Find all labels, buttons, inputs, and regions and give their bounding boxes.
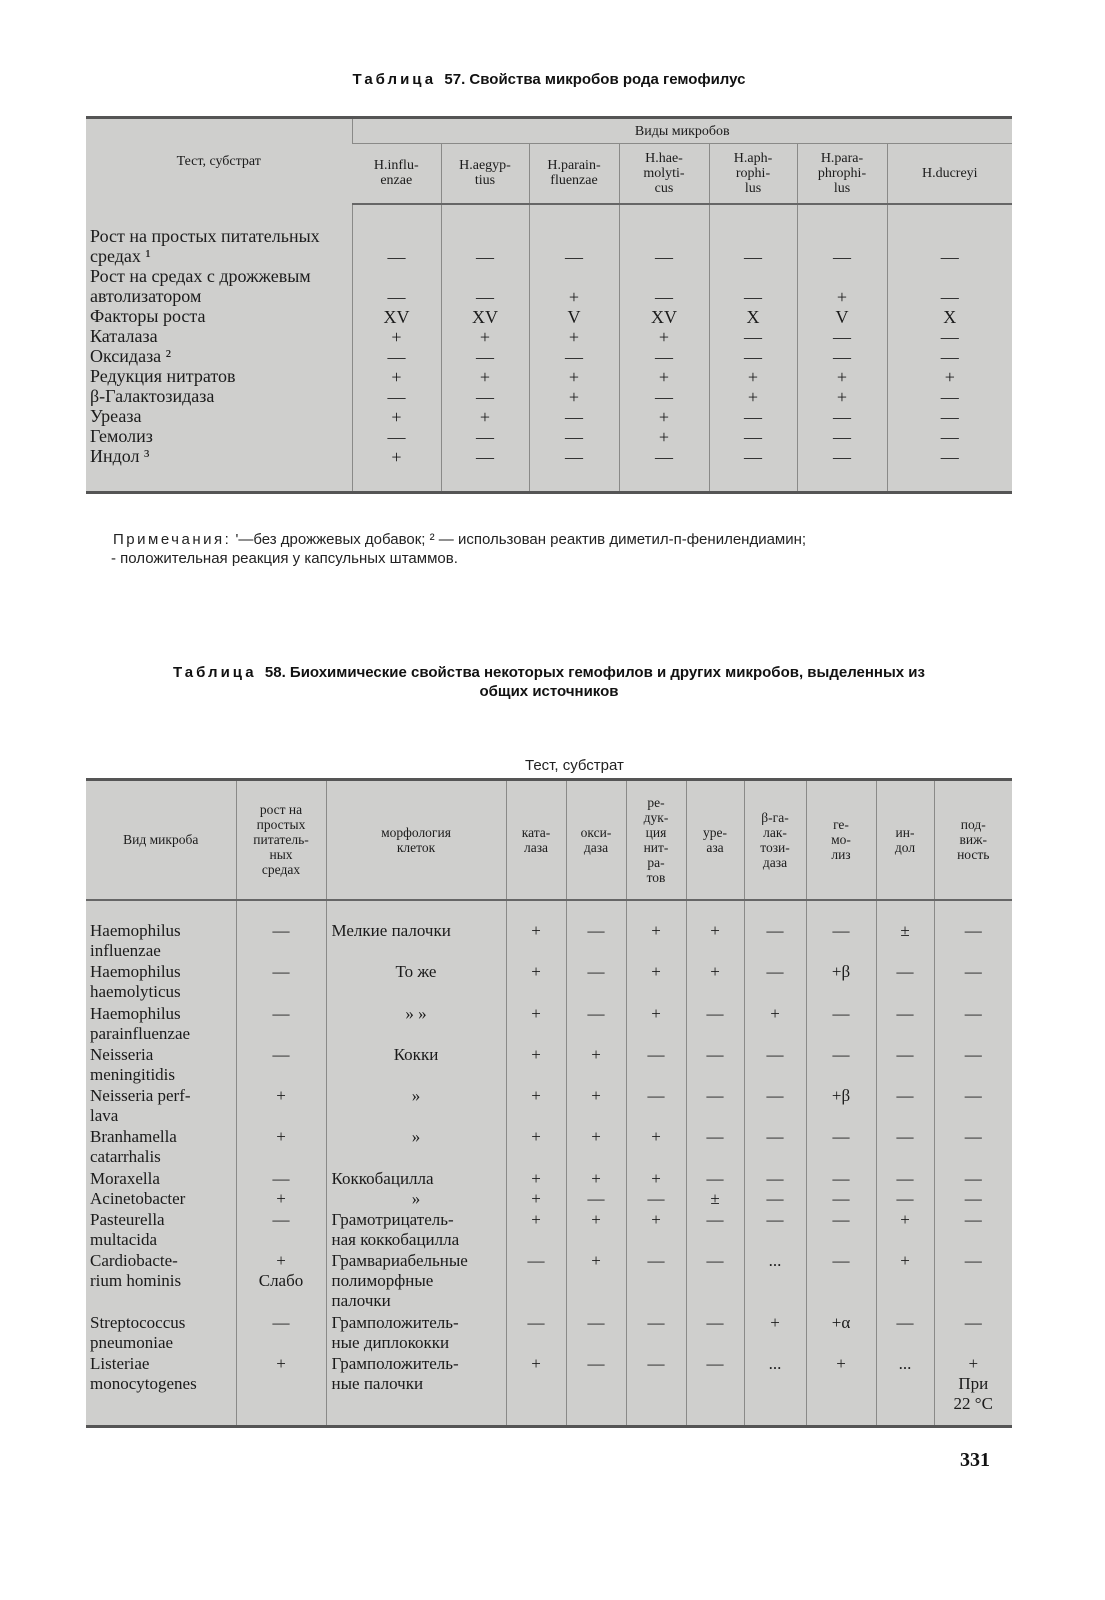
result-cell: [442, 267, 529, 287]
species-group-header: Виды микробов: [352, 118, 1012, 144]
motility-cell: —: [934, 1045, 1012, 1086]
species-result-column: [352, 204, 441, 493]
urease-cell: —: [686, 1313, 744, 1354]
morph-cell: Грамотрицатель- ная коккобацилла: [326, 1210, 506, 1251]
result-cell: —: [940, 346, 959, 367]
result-cell: —: [940, 426, 959, 447]
result-cell: —: [387, 286, 406, 307]
motility-cell: —: [934, 962, 1012, 1003]
species-result-column: [797, 204, 887, 493]
growth-cell: —: [236, 962, 326, 1003]
species-cell: Listeriae monocytogenes: [90, 1354, 197, 1394]
morph-cell: »: [326, 1127, 506, 1168]
species-header: H.parain- fluenzae: [529, 144, 619, 204]
result-cell: —: [387, 426, 406, 447]
result-cell: —: [940, 406, 959, 427]
nitrate-cell: +: [626, 900, 686, 963]
result-cell: —: [655, 246, 673, 267]
notes-line1: '—без дрожжевых добавок; ² — использован реактив диметил-п-фенилендиамин;: [235, 531, 807, 548]
result-cell: —: [655, 446, 673, 467]
result-cell: +: [658, 326, 670, 347]
morph-cell: Коккобацилла: [326, 1169, 506, 1190]
catalase-cell: +: [506, 1189, 566, 1210]
result-cell: [888, 267, 1013, 287]
indole-cell: ...: [876, 1354, 934, 1426]
motility-cell: —: [934, 1313, 1012, 1354]
result-cell: +: [836, 286, 848, 307]
bgal-cell: —: [744, 900, 806, 963]
column-header: ге- мо- лиз: [806, 780, 876, 900]
column-header: ката- лаза: [506, 780, 566, 900]
table-row: [86, 1313, 1012, 1354]
result-cell: [798, 267, 887, 287]
motility-cell: —: [934, 1169, 1012, 1190]
result-cell: —: [476, 346, 494, 367]
result-cell: +: [391, 406, 402, 427]
result-cell: XV: [651, 306, 677, 327]
motility-cell: —: [934, 1086, 1012, 1127]
notes-line2: - положительная реакция у капсульных штаммов.: [111, 550, 458, 567]
catalase-cell: +: [506, 1354, 566, 1426]
result-cell: +: [479, 366, 491, 387]
growth-cell: —: [236, 900, 326, 963]
result-cell: —: [744, 346, 762, 367]
test-label: средах ¹: [90, 245, 151, 266]
result-cell: —: [387, 386, 406, 407]
indole-cell: —: [876, 1127, 934, 1168]
table58-caption-line2: общих источников: [479, 683, 619, 700]
table-row: [86, 1045, 1012, 1086]
result-cell: —: [833, 326, 851, 347]
result-cell: —: [744, 246, 762, 267]
hemolysis-cell: —: [806, 900, 876, 963]
result-cell: X: [746, 306, 760, 327]
species-header: H.aph- rophi- lus: [709, 144, 797, 204]
test-label: Рост на средах с дрожжевым: [90, 265, 311, 286]
catalase-cell: +: [506, 1086, 566, 1127]
column-header: морфология клеток: [326, 780, 506, 900]
motility-cell: —: [934, 1127, 1012, 1168]
growth-cell: +: [236, 1086, 326, 1127]
table57-caption-lead: Таблица: [352, 71, 437, 88]
species-cell: Cardiobacte- rium hominis: [90, 1251, 182, 1291]
test-label: Оксидаза ²: [90, 345, 172, 366]
result-cell: —: [833, 346, 851, 367]
bgal-cell: ...: [744, 1251, 806, 1313]
oxidase-cell: +: [566, 1251, 626, 1313]
nitrate-cell: +: [626, 1169, 686, 1190]
result-cell: [888, 227, 1013, 247]
nitrate-cell: +: [626, 1210, 686, 1251]
result-cell: +: [747, 386, 759, 407]
indole-cell: —: [876, 1189, 934, 1210]
result-cell: —: [833, 246, 851, 267]
bgal-cell: —: [744, 962, 806, 1003]
urease-cell: —: [686, 1354, 744, 1426]
bgal-cell: —: [744, 1189, 806, 1210]
result-cell: —: [565, 346, 583, 367]
result-cell: —: [565, 246, 583, 267]
result-cell: V: [567, 306, 581, 327]
catalase-cell: +: [506, 962, 566, 1003]
indole-cell: +: [876, 1251, 934, 1313]
urease-cell: +: [686, 962, 744, 1003]
test-label: β-Галактозидаза: [90, 385, 215, 406]
nitrate-cell: —: [626, 1086, 686, 1127]
species-cell: Neisseria perf- lava: [90, 1086, 191, 1126]
species-cell: Acinetobacter: [90, 1189, 186, 1209]
urease-cell: —: [686, 1169, 744, 1190]
result-cell: —: [940, 446, 959, 467]
result-cell: +: [391, 366, 402, 387]
bgal-cell: ...: [744, 1354, 806, 1426]
nitrate-cell: +: [626, 1004, 686, 1045]
result-cell: —: [940, 326, 959, 347]
result-cell: —: [476, 426, 494, 447]
result-cell: +: [568, 326, 580, 347]
species-result-column: [709, 204, 797, 493]
notes-lead: Примечания:: [113, 531, 232, 548]
result-cell: —: [387, 346, 406, 367]
table58-caption: [86, 663, 1012, 701]
morph-cell: »: [326, 1189, 506, 1210]
result-cell: —: [833, 426, 851, 447]
nitrate-cell: —: [626, 1045, 686, 1086]
result-cell: [620, 227, 709, 247]
species-cell: Haemophilus parainfluenzae: [90, 1003, 191, 1043]
species-cell: Moraxella: [90, 1168, 160, 1188]
growth-cell: —: [236, 1210, 326, 1251]
result-cell: +: [568, 366, 580, 387]
nitrate-cell: +: [626, 1127, 686, 1168]
morph-cell: Мелкие палочки: [326, 900, 506, 963]
table-row: [86, 1086, 1012, 1127]
table58-caption-text: 58. Биохимические свойства некоторых гемофилов и других микробов, выделенных из: [264, 664, 925, 681]
nitrate-cell: —: [626, 1251, 686, 1313]
catalase-cell: +: [506, 1127, 566, 1168]
species-cell: Haemophilus influenzae: [90, 920, 181, 960]
hemolysis-cell: —: [806, 1169, 876, 1190]
result-cell: —: [744, 326, 762, 347]
table57-notes: [113, 530, 1013, 568]
urease-cell: ±: [686, 1189, 744, 1210]
table57-caption: [86, 70, 1012, 89]
bgal-cell: +: [744, 1313, 806, 1354]
urease-cell: —: [686, 1127, 744, 1168]
species-cell: Neisseria meningitidis: [90, 1044, 175, 1084]
table58: [86, 778, 1012, 1428]
motility-cell: + При 22 °С: [934, 1354, 1012, 1426]
result-cell: —: [744, 406, 762, 427]
result-cell: +: [391, 446, 402, 467]
table-row: [86, 962, 1012, 1003]
result-cell: [798, 227, 887, 247]
urease-cell: —: [686, 1086, 744, 1127]
hemolysis-cell: —: [806, 1127, 876, 1168]
result-cell: +: [747, 366, 759, 387]
bgal-cell: —: [744, 1127, 806, 1168]
indole-cell: —: [876, 1169, 934, 1190]
urease-cell: —: [686, 1251, 744, 1313]
oxidase-cell: +: [566, 1169, 626, 1190]
motility-cell: —: [934, 900, 1012, 963]
morph-cell: Грамположитель- ные диплококки: [326, 1313, 506, 1354]
species-cell: Pasteurella multacida: [90, 1209, 165, 1249]
test-label: автолизатором: [90, 285, 202, 306]
hemolysis-cell: +β: [806, 962, 876, 1003]
hemolysis-cell: +: [806, 1354, 876, 1426]
growth-cell: —: [236, 1313, 326, 1354]
result-cell: +: [836, 386, 848, 407]
test-label: Каталаза: [90, 325, 158, 346]
page-number: 331: [960, 1449, 990, 1471]
table-row: [86, 1169, 1012, 1190]
oxidase-cell: —: [566, 962, 626, 1003]
bgal-cell: +: [744, 1004, 806, 1045]
column-header: ин- дол: [876, 780, 934, 900]
growth-cell: +: [236, 1354, 326, 1426]
result-cell: —: [565, 426, 583, 447]
motility-cell: —: [934, 1189, 1012, 1210]
hemolysis-cell: —: [806, 1189, 876, 1210]
hemolysis-cell: —: [806, 1045, 876, 1086]
table-row: [86, 900, 1012, 963]
test-label: Уреаза: [90, 405, 142, 426]
result-cell: —: [940, 286, 959, 307]
morph-cell: » »: [326, 1004, 506, 1045]
species-header: H.ducreyi: [887, 144, 1012, 204]
result-cell: —: [833, 406, 851, 427]
result-cell: +: [568, 286, 580, 307]
table-row: [86, 1251, 1012, 1313]
oxidase-cell: +: [566, 1086, 626, 1127]
result-cell: X: [943, 306, 957, 327]
growth-cell: —: [236, 1169, 326, 1190]
result-cell: [353, 227, 441, 247]
result-cell: —: [940, 386, 959, 407]
species-cell: Streptococcus pneumoniae: [90, 1313, 186, 1353]
oxidase-cell: —: [566, 1004, 626, 1045]
result-cell: +: [658, 406, 670, 427]
urease-cell: +: [686, 900, 744, 963]
species-cell: Branhamella catarrhalis: [90, 1127, 177, 1167]
catalase-cell: —: [506, 1251, 566, 1313]
motility-cell: —: [934, 1004, 1012, 1045]
table-row: [86, 1127, 1012, 1168]
catalase-cell: +: [506, 1004, 566, 1045]
result-cell: +: [944, 366, 955, 387]
test-label: Гемолиз: [90, 425, 153, 446]
nitrate-cell: —: [626, 1189, 686, 1210]
result-cell: +: [658, 426, 670, 447]
test-label: Редукция нитратов: [90, 365, 236, 386]
result-cell: V: [835, 306, 849, 327]
result-cell: —: [387, 246, 406, 267]
result-cell: +: [658, 366, 670, 387]
result-cell: [710, 267, 797, 287]
result-cell: —: [655, 286, 673, 307]
catalase-cell: +: [506, 1210, 566, 1251]
indole-cell: —: [876, 1086, 934, 1127]
nitrate-cell: —: [626, 1354, 686, 1426]
morph-cell: Грамположитель- ные палочки: [326, 1354, 506, 1426]
indole-cell: —: [876, 1045, 934, 1086]
hemolysis-cell: —: [806, 1210, 876, 1251]
growth-cell: + Слабо: [236, 1251, 326, 1313]
result-cell: —: [744, 446, 762, 467]
catalase-cell: +: [506, 1045, 566, 1086]
hemolysis-cell: +α: [806, 1313, 876, 1354]
table-row: [86, 1189, 1012, 1210]
catalase-cell: +: [506, 1169, 566, 1190]
indole-cell: —: [876, 1004, 934, 1045]
growth-cell: —: [236, 1004, 326, 1045]
result-cell: —: [476, 386, 494, 407]
result-cell: —: [833, 446, 851, 467]
column-header: рост на простых питатель- ных средах: [236, 780, 326, 900]
growth-cell: +: [236, 1127, 326, 1168]
result-cell: —: [476, 446, 494, 467]
test-label: Рост на простых питательных: [90, 225, 320, 246]
test-label-column: [86, 204, 352, 493]
oxidase-cell: +: [566, 1127, 626, 1168]
catalase-cell: —: [506, 1313, 566, 1354]
motility-cell: —: [934, 1210, 1012, 1251]
species-header: H.para- phrophi- lus: [797, 144, 887, 204]
hemolysis-cell: +β: [806, 1086, 876, 1127]
result-cell: —: [744, 286, 762, 307]
result-cell: +: [391, 326, 402, 347]
motility-cell: —: [934, 1251, 1012, 1313]
species-header: H.hae- molyti- cus: [619, 144, 709, 204]
morph-cell: То же: [326, 962, 506, 1003]
result-cell: —: [655, 346, 673, 367]
column-header: окси- даза: [566, 780, 626, 900]
result-cell: —: [655, 386, 673, 407]
result-cell: [620, 267, 709, 287]
column-header: ре- дук- ция нит- ра- тов: [626, 780, 686, 900]
species-header: H.influ- enzae: [352, 144, 441, 204]
urease-cell: —: [686, 1045, 744, 1086]
column-header: β-га- лак- този- даза: [744, 780, 806, 900]
species-result-column: [441, 204, 529, 493]
hemolysis-cell: —: [806, 1251, 876, 1313]
nitrate-cell: —: [626, 1313, 686, 1354]
indole-cell: —: [876, 1313, 934, 1354]
species-header: H.aegyp- tius: [441, 144, 529, 204]
indole-cell: —: [876, 962, 934, 1003]
test-label: Факторы роста: [90, 305, 206, 326]
species-cell: Haemophilus haemolyticus: [90, 962, 181, 1002]
result-cell: XV: [472, 306, 498, 327]
result-cell: +: [836, 366, 848, 387]
result-cell: —: [565, 406, 583, 427]
bgal-cell: —: [744, 1169, 806, 1190]
indole-cell: ±: [876, 900, 934, 963]
oxidase-cell: —: [566, 1354, 626, 1426]
result-cell: —: [940, 246, 959, 267]
growth-cell: —: [236, 1045, 326, 1086]
table-row: [86, 1210, 1012, 1251]
column-header: Вид микроба: [86, 780, 236, 900]
table57: [86, 116, 1012, 494]
table57-caption-text: 57. Свойства микробов рода гемофилус: [444, 71, 746, 88]
species-result-column: [529, 204, 619, 493]
result-cell: —: [476, 246, 494, 267]
oxidase-cell: —: [566, 1313, 626, 1354]
result-cell: [442, 227, 529, 247]
catalase-cell: +: [506, 900, 566, 963]
result-cell: [530, 267, 619, 287]
species-result-column: [619, 204, 709, 493]
morph-cell: Кокки: [326, 1045, 506, 1086]
result-cell: XV: [383, 306, 410, 327]
test-label: Индол ³: [90, 445, 150, 466]
bgal-cell: —: [744, 1210, 806, 1251]
column-header: уре- аза: [686, 780, 744, 900]
nitrate-cell: +: [626, 962, 686, 1003]
result-cell: —: [476, 286, 494, 307]
morph-cell: »: [326, 1086, 506, 1127]
oxidase-cell: +: [566, 1210, 626, 1251]
bgal-cell: —: [744, 1045, 806, 1086]
result-cell: —: [565, 446, 583, 467]
result-cell: +: [568, 386, 580, 407]
oxidase-cell: —: [566, 1189, 626, 1210]
urease-cell: —: [686, 1210, 744, 1251]
result-cell: [710, 227, 797, 247]
table58-caption-lead: Таблица: [173, 664, 257, 681]
test-header: Тест, субстрат: [176, 153, 261, 169]
species-result-column: [887, 204, 1012, 493]
hemolysis-cell: —: [806, 1004, 876, 1045]
column-header: под- виж- ность: [934, 780, 1012, 900]
table-row: [86, 1004, 1012, 1045]
oxidase-cell: +: [566, 1045, 626, 1086]
result-cell: +: [479, 406, 491, 427]
growth-cell: +: [236, 1189, 326, 1210]
table58-subtitle: Тест, субстрат: [525, 757, 624, 774]
morph-cell: Грамвариабельные полиморфные палочки: [326, 1251, 506, 1313]
result-cell: [353, 267, 441, 287]
indole-cell: +: [876, 1210, 934, 1251]
result-cell: [530, 227, 619, 247]
bgal-cell: —: [744, 1086, 806, 1127]
oxidase-cell: —: [566, 900, 626, 963]
urease-cell: —: [686, 1004, 744, 1045]
table-row: [86, 1354, 1012, 1426]
result-cell: +: [479, 326, 491, 347]
result-cell: —: [744, 426, 762, 447]
